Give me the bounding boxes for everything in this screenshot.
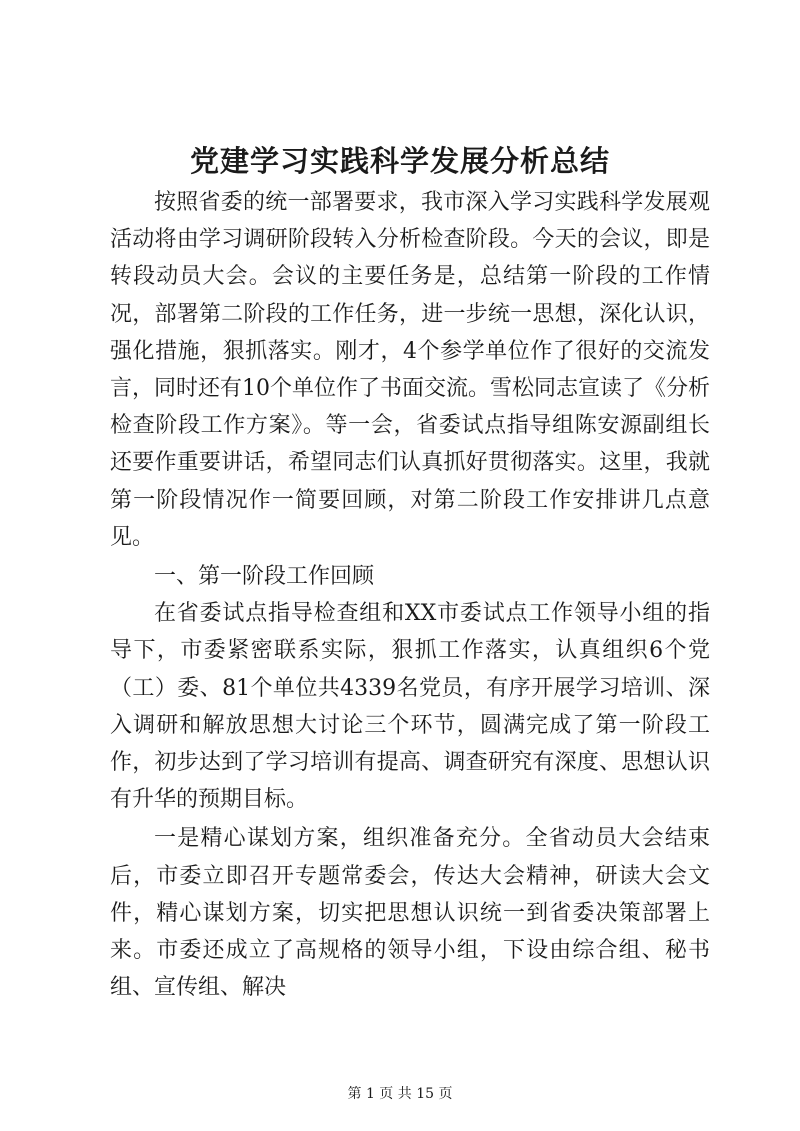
paragraph-point-1: 一是精心谋划方案，组织准备充分。全省动员大会结束后，市委立即召开专题常委会，传达大会精神，研读大会文件，精心谋划方案，切实把思想认识统一到省委决策部署上来。市委还成立了高规格的领导小组，下设由综合组、秘书组、宣传组、解决 — [110, 826, 710, 1001]
page-number-footer: 第 1 页 共 15 页 — [347, 1086, 453, 1102]
section-heading-1: 一、第一阶段工作回顾 — [154, 564, 375, 590]
document-title: 党建学习实践科学发展分析总结 — [189, 144, 610, 178]
paragraph-review: 在省委试点指导检查组和XX市委试点工作领导小组的指导下，市委紧密联系实际，狠抓工作落实，认真组织6个党（工）委、81个单位共4339名党员，有序开展学习培训、深入调研和解放思想大讨论三个环节，圆满完成了第一阶段工作，初步达到了学习培训有提高、调查研究有深度、思想认识有升华的预期目标。 — [110, 601, 710, 813]
paragraph-intro: 按照省委的统一部署要求，我市深入学习实践科学发展观活动将由学习调研阶段转入分析检查阶段。今天的会议，即是转段动员大会。会议的主要任务是，总结第一阶段的工作情况，部署第二阶段的工作任务，进一步统一思想，深化认识，强化措施，狠抓落实。刚才，4个参学单位作了很好的交流发言，同时还有10个单位作了书面交流。雪松同志宣读了《分析检查阶段工作方案》。等一会，省委试点指导组陈安源副组长还要作重要讲话，希望同志们认真抓好贯彻落实。这里，我就第一阶段情况作一简要回顾，对第二阶段工作安排讲几点意见。 — [110, 190, 710, 550]
document-body — [110, 184, 710, 1006]
